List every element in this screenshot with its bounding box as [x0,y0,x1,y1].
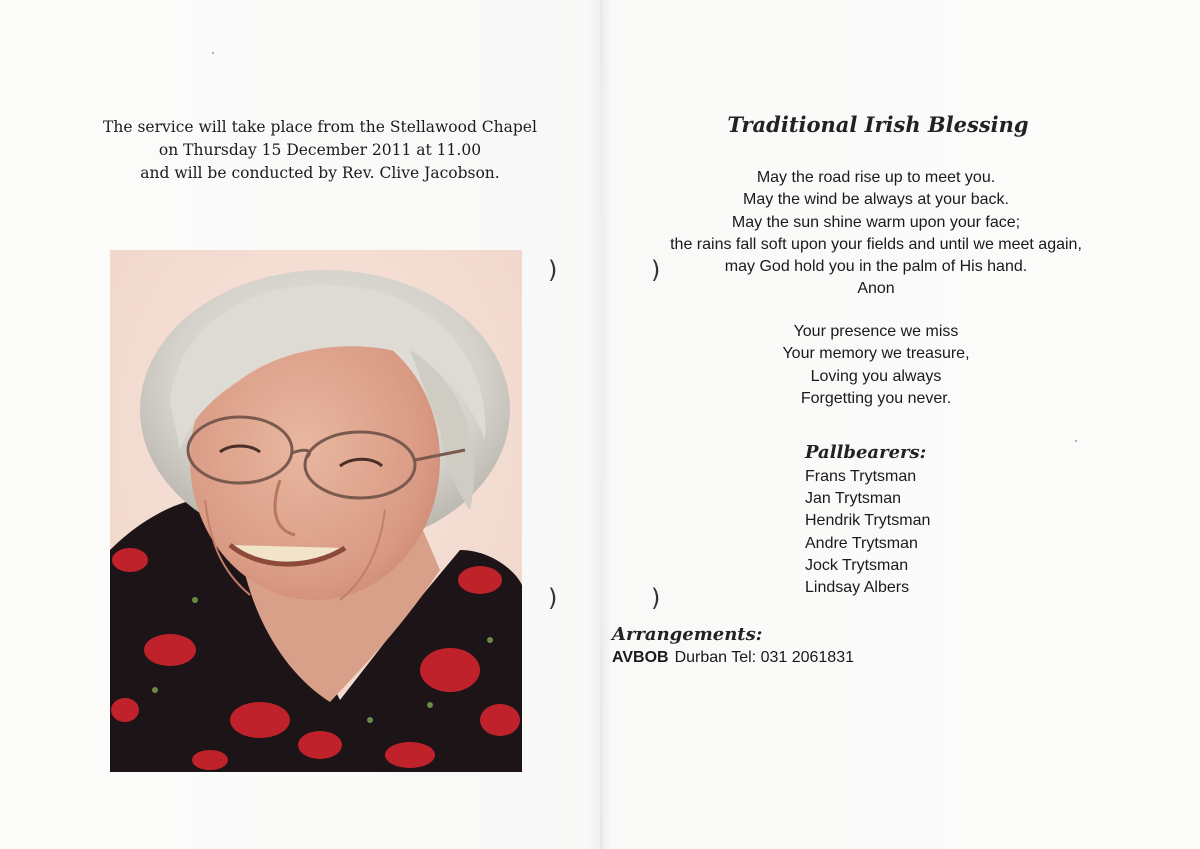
poem-line: the rains fall soft upon your fields and until we meet again, [670,235,1082,253]
funeral-home-name: AVBOB [612,649,669,666]
poem-line: may God hold you in the palm of His hand. [724,258,1028,276]
center-fold [600,0,602,849]
paper-speck [212,52,214,54]
service-line: The service will take place from the Stellawood Chapel [103,118,537,136]
punch-hole-mark: ) [651,256,661,284]
poem-line: May the wind be always at your back. [743,191,1009,209]
arrangements-details [612,649,854,667]
arrangements-heading: Arrangements: [612,624,763,645]
pallbearers-heading: Pallbearers: [805,442,927,463]
portrait-illustration [110,250,522,772]
blessing-poem [620,167,1132,301]
poem-line: May the sun shine warm upon your face; [731,213,1021,231]
pallbearer-name: Hendrik Trytsman [805,512,931,530]
memory-line: Loving you always [810,367,942,385]
memory-line: Your presence we miss [793,323,959,340]
service-details [60,116,580,185]
service-line: on Thursday 15 December 2011 at 11.00 [158,141,482,159]
poem-line: May the road rise up to meet you. [756,169,996,186]
portrait-photo [110,250,522,772]
pallbearer-name: Jock Trytsman [805,556,909,574]
pallbearer-name: Lindsay Albers [805,579,910,597]
memory-line: Forgetting you never. [800,389,952,407]
punch-hole-mark: ) [548,256,558,284]
funeral-home-contact: Durban Tel: 031 2061831 [674,649,854,666]
pallbearer-name: Frans Trytsman [805,468,917,485]
pallbearer-name: Jan Trytsman [805,490,902,508]
punch-hole-mark: ) [548,584,558,612]
pallbearers-list [805,466,930,599]
poem-author: Anon [857,280,895,298]
memory-line: Your memory we treasure, [782,345,970,363]
memory-verse [700,321,1052,410]
blessing-title: Traditional Irish Blessing [727,112,1029,137]
punch-hole-mark: ) [651,584,661,612]
service-line: and will be conducted by Rev. Clive Jacobson. [140,164,500,182]
pallbearer-name: Andre Trytsman [805,534,918,552]
paper-speck [1075,440,1077,442]
